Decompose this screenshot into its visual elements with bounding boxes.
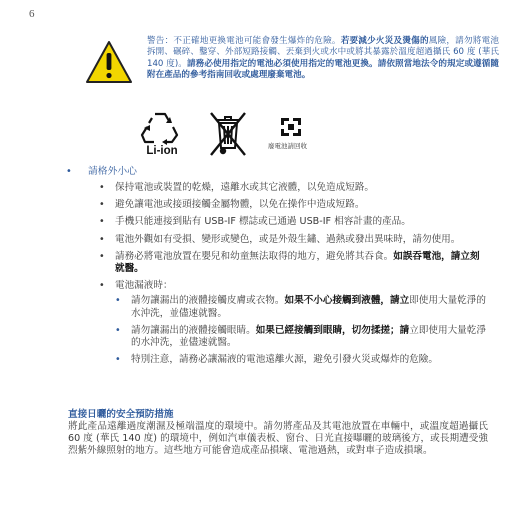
sub-bullet-icon: •: [115, 324, 121, 336]
warning-body: 風險，請勿將電池拆開、碾碎、鑿穿、外部短路接觸、丟棄到火或水中或將其暴露於溫度超過攝氏 60 度 (華氏 140 度)。: [147, 36, 499, 69]
bullet-icon: •: [99, 250, 105, 262]
sub-item-text2: 即使用大量乾淨的水沖洗，並儘速就醫。: [131, 295, 486, 319]
warning-triangle-icon: [85, 40, 133, 84]
leak-sublist: [115, 295, 486, 366]
list-item: [66, 182, 486, 194]
sub-list-item: [115, 295, 486, 319]
sub-item-text: 請勿讓漏出的液體接觸皮膚或衣物。: [131, 295, 285, 307]
list-item-text: 電池外觀如有受損、變形或變色，或是外殼生鏽、過熱或發出異味時，請勿使用。: [115, 233, 461, 245]
sub-item-bold: 如果不小心接觸到液體，請立: [284, 295, 410, 307]
taiwan-recycle-icon: [279, 116, 303, 138]
warning-text: [147, 36, 499, 81]
bullet-icon: •: [99, 280, 105, 292]
disposal-symbols: [140, 110, 440, 160]
taiwan-recycle-label: 廢電池請回收: [268, 142, 307, 150]
list-item-text: 電池漏液時：: [115, 280, 173, 292]
warning-bold-2b: 電池必須使用指定的電池更換。: [256, 58, 378, 69]
sunlight-body: 將此產品遠離過度潮濕及極端溫度的環境中。請勿將產品及其電池放置在車輛中，或溫度超過攝氏 60 度 (華氏 140 度) 的環境中，例如汽車儀表板、窗台、日光直接曝曬的玻璃後方，或長期遭受強烈紫外線照射的地方。這些地方可能會造成產品損壞、電池過熱，或對車子造成損壞。: [68, 421, 488, 457]
list-item: [66, 216, 486, 228]
list-item: [66, 234, 486, 246]
recycle-icon: [140, 110, 180, 146]
sub-item-text: 特別注意，請務必讓漏液的電池遠離火源，避免引發火災或爆炸的危險。: [131, 354, 438, 366]
sub-item-bold: 如果已經接觸到眼睛，切勿揉搓；請: [255, 324, 410, 336]
warning-bold-1: 若要減少火災及燙傷的: [340, 36, 429, 46]
sub-list-item: [115, 325, 486, 349]
warning-bold-3: 請依照當地法令的規定或遵循隨附在產品的參考指南回收或處理廢棄電池。: [147, 58, 499, 80]
sunlight-section: [68, 409, 488, 458]
list-item-bold: 如誤吞電池，請立刻就醫。: [115, 250, 480, 275]
heading-bullet-icon: •: [66, 166, 72, 177]
list-item: [66, 280, 486, 366]
list-item-text: 保持電池或裝置的乾燥，遠離水或其它液體，以免造成短路。: [115, 182, 375, 193]
warning-bold-2a: 請務必使用指定的: [186, 58, 257, 69]
care-heading-text: 請格外小心: [88, 166, 137, 177]
sunlight-heading: 直接日曬的安全預防措施: [68, 409, 174, 420]
bullet-icon: •: [99, 216, 105, 228]
care-section: [66, 165, 486, 371]
sub-list-item: [115, 354, 486, 366]
bullet-icon: •: [99, 199, 105, 211]
list-item-text: 避免讓電池或接頭接觸金屬物體，以免在操作中造成短路。: [115, 199, 365, 211]
sub-item-text2: 立即使用大量乾淨的水沖洗，並儘速就醫。: [131, 324, 486, 349]
bullet-icon: •: [99, 182, 105, 193]
list-item: [66, 199, 486, 211]
list-item-text: 手機只能連接到貼有 USB-IF 標誌或已通過 USB-IF 相容計畫的產品。: [115, 216, 411, 228]
crossed-out-bin-icon: [208, 110, 248, 158]
list-item: [66, 251, 486, 275]
care-list: [66, 182, 486, 366]
bullet-icon: •: [99, 233, 105, 245]
li-ion-label: Li-ion: [146, 145, 178, 157]
page-number: 6: [29, 8, 35, 20]
sub-bullet-icon: •: [115, 354, 121, 366]
care-heading: [66, 165, 486, 178]
warning-lead: 警告：不正確地更換電池可能會發生爆炸的危險。: [147, 36, 341, 46]
sub-bullet-icon: •: [115, 295, 121, 307]
sub-item-text: 請勿讓漏出的液體接觸眼睛。: [131, 324, 256, 336]
list-item-text: 請務必將電池放置在嬰兒和幼童無法取得的地方，避免將其吞食。: [115, 250, 394, 262]
